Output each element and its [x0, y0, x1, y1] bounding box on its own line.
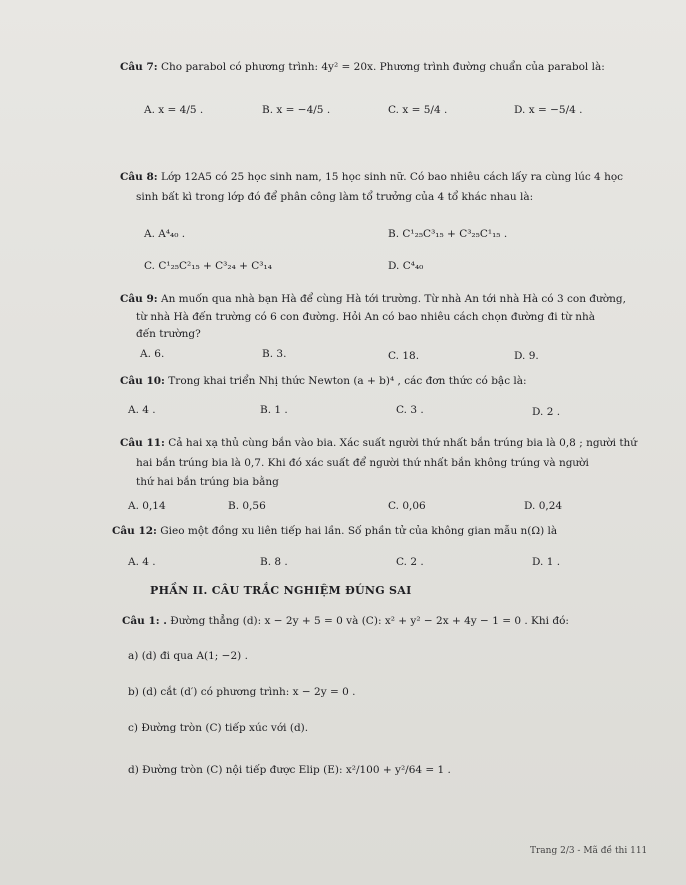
- part2-q1-statement-d: d) Đường tròn (C) nội tiếp được Elip (E): x²/100 + y²/64 = 1 .: [128, 764, 451, 776]
- question-7: [120, 60, 605, 74]
- q7-option-b: B. x = −4/5 .: [262, 104, 331, 116]
- part2-question-1-text: Đường thẳng (d): x − 2y + 5 = 0 và (C): x² + y² − 2x + 4y − 1 = 0 . Khi đó:: [170, 615, 569, 627]
- q12-option-d: D. 1 .: [532, 556, 561, 568]
- q7-option-d: D. x = −5/4 .: [514, 104, 583, 116]
- q10-option-c: C. 3 .: [396, 404, 424, 416]
- question-7-text: Cho parabol có phương trình: 4y² = 20x. Phương trình đường chuẩn của parabol là:: [160, 61, 605, 73]
- part2-q1-statement-b: b) (d) cắt (d′) có phương trình: x − 2y = 0 .: [128, 686, 356, 698]
- q11-option-c: C. 0,06: [388, 500, 426, 512]
- question-11: [120, 436, 637, 450]
- question-10-title: Câu 10:: [120, 375, 165, 387]
- question-11-line3: thứ hai bắn trúng bia bằng: [136, 476, 279, 488]
- page-footer: Trang 2/3 - Mã đề thi 111: [530, 846, 648, 856]
- q11-option-a: A. 0,14: [128, 500, 166, 512]
- question-8-title: Câu 8:: [120, 171, 158, 183]
- q7-option-a: A. x = 4/5 .: [144, 104, 204, 116]
- question-12: [112, 524, 557, 538]
- part2-question-1-title: Câu 1: .: [122, 615, 167, 627]
- q9-option-a: A. 6.: [140, 348, 165, 360]
- q8-option-d: D. C⁴₄₀: [388, 260, 424, 272]
- q9-option-d: D. 9.: [514, 350, 539, 362]
- question-10: [120, 374, 527, 388]
- q7-option-c: C. x = 5/4 .: [388, 104, 448, 116]
- question-7-title: Câu 7:: [120, 61, 158, 73]
- q12-option-c: C. 2 .: [396, 556, 424, 568]
- q8-option-a: A. A⁴₄₀ .: [144, 228, 186, 240]
- q8-option-b: B. C¹₂₅C³₁₅ + C³₂₅C¹₁₅ .: [388, 228, 508, 240]
- q10-option-b: B. 1 .: [260, 404, 288, 416]
- q12-option-b: B. 8 .: [260, 556, 288, 568]
- q9-option-b: B. 3.: [262, 348, 287, 360]
- question-8-line2: sinh bất kì trong lớp đó để phân công làm tổ trưởng của 4 tổ khác nhau là:: [136, 191, 534, 203]
- question-11-line2: hai bắn trúng bia là 0,7. Khi đó xác suất để người thứ nhất bắn không trúng và người: [136, 457, 589, 469]
- question-8: [120, 170, 623, 184]
- q11-option-d: D. 0,24: [524, 500, 563, 512]
- question-11-title: Câu 11:: [120, 437, 165, 449]
- question-9: [120, 292, 626, 306]
- part2-q1-statement-a: a) (d) đi qua A(1; −2) .: [128, 650, 248, 662]
- question-12-title: Câu 12:: [112, 525, 157, 537]
- q8-option-c: C. C¹₂₅C²₁₅ + C³₂₄ + C³₁₄: [144, 260, 272, 272]
- part2-question-1: [122, 614, 569, 628]
- q9-option-c: C. 18.: [388, 350, 420, 362]
- q10-option-d: D. 2 .: [532, 406, 561, 418]
- section-2-heading: PHẦN II. CÂU TRẮC NGHIỆM ĐÚNG SAI: [150, 584, 412, 597]
- question-10-text: Trong khai triển Nhị thức Newton (a + b)⁴ , các đơn thức có bậc là:: [168, 375, 527, 387]
- question-9-line2: từ nhà Hà đến trường có 6 con đường. Hỏi An có bao nhiêu cách chọn đường đi từ nhà: [136, 311, 596, 323]
- question-9-line1: An muốn qua nhà bạn Hà để cùng Hà tới trường. Từ nhà An tới nhà Hà có 3 con đường,: [160, 293, 626, 305]
- q12-option-a: A. 4 .: [128, 556, 156, 568]
- question-12-text: Gieo một đồng xu liên tiếp hai lần. Số phần tử của không gian mẫu n(Ω) là: [160, 525, 558, 537]
- question-9-title: Câu 9:: [120, 293, 158, 305]
- q10-option-a: A. 4 .: [128, 404, 156, 416]
- question-11-line1: Cả hai xạ thủ cùng bắn vào bia. Xác suất người thứ nhất bắn trúng bia là 0,8 ; người thứ: [168, 437, 638, 449]
- q11-option-b: B. 0,56: [228, 500, 266, 512]
- question-9-line3: đến trường?: [136, 328, 201, 340]
- part2-q1-statement-c: c) Đường tròn (C) tiếp xúc với (d).: [128, 722, 309, 734]
- question-8-line1: Lớp 12A5 có 25 học sinh nam, 15 học sinh nữ. Có bao nhiêu cách lấy ra cùng lúc 4 học: [160, 171, 624, 183]
